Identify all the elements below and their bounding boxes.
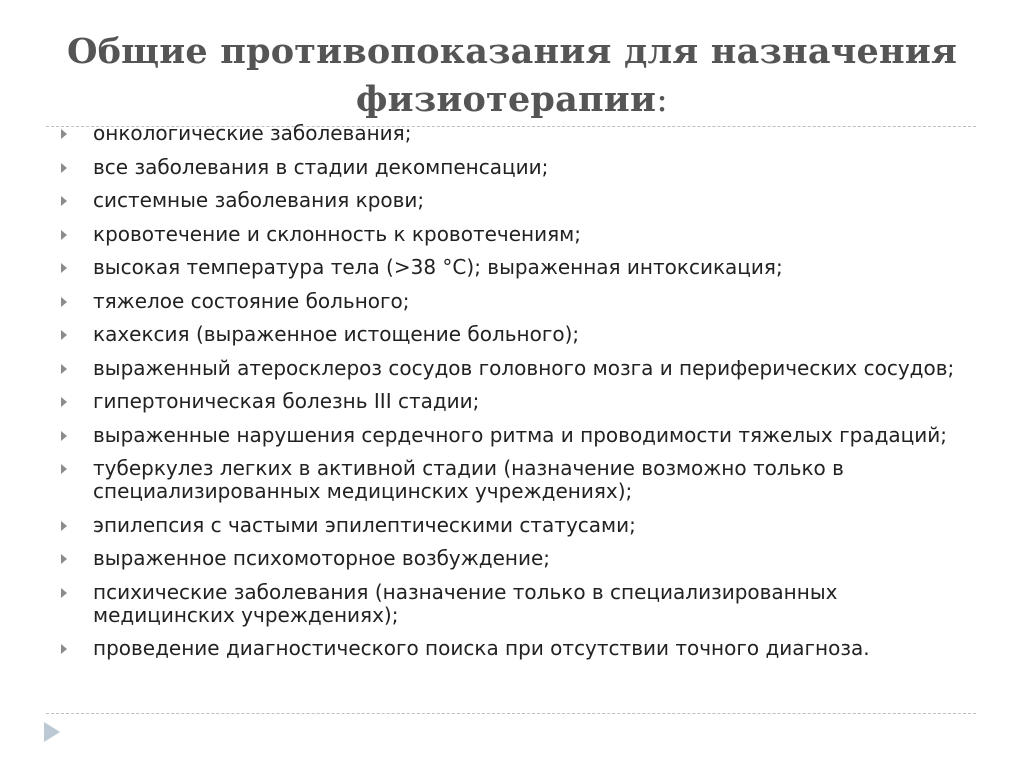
list-item-text: кахексия (выраженное истощение больного); (93, 322, 580, 346)
list-item (60, 514, 960, 537)
bullet-triangle-icon (61, 364, 67, 374)
bullet-triangle-icon (61, 521, 67, 531)
title-line-1: Общие противопоказания для назначения (66, 31, 958, 72)
title-line-2-text: физиотерапии (355, 79, 657, 120)
list-item (60, 424, 960, 447)
list-item (60, 290, 960, 313)
bullet-triangle-icon (61, 431, 67, 441)
list-item (60, 256, 960, 279)
list-item (60, 581, 960, 627)
bullet-triangle-icon (61, 129, 67, 139)
list-item-text: выраженное психомоторное возбуждение; (93, 546, 551, 570)
bullet-triangle-icon (61, 196, 67, 206)
list-item-text: тяжелое состояние больного; (93, 288, 410, 313)
list-item-text: выраженный атеросклероз сосудов головного мозга и периферических сосудов; (93, 355, 955, 380)
list-item-text: высокая температура тела (>38 °С); выраженная интоксикация; (93, 255, 783, 279)
list-item (60, 122, 960, 145)
bullet-triangle-icon (61, 644, 67, 654)
list-item (60, 457, 960, 503)
list-item-text: онкологические заболевания; (93, 121, 412, 145)
list-item (60, 637, 960, 660)
list-item-text: кровотечение и склонность к кровотечениям; (93, 221, 581, 246)
list-item-text: психические заболевания (назначение только в специализированных медицинских учреждениях); (93, 579, 838, 627)
bullet-triangle-icon (61, 163, 67, 173)
list-item-text: проведение диагностического поиска при отсутствии точного диагноза. (93, 636, 870, 660)
bullet-triangle-icon (61, 263, 67, 273)
list-item-text: системные заболевания крови; (93, 188, 425, 212)
bullet-triangle-icon (61, 588, 67, 598)
list-item (60, 323, 960, 346)
list-item (60, 357, 960, 380)
bullet-triangle-icon (61, 297, 67, 307)
bottom-divider (46, 713, 976, 714)
list-item (60, 223, 960, 246)
list-item (60, 189, 960, 212)
bullet-triangle-icon (61, 464, 67, 474)
slide-corner-triangle-icon (44, 722, 60, 742)
bullet-triangle-icon (61, 230, 67, 240)
contraindications-list (60, 118, 960, 671)
bullet-triangle-icon (61, 330, 67, 340)
title-line-2 (40, 76, 984, 124)
list-item-text: эпилепсия с частыми эпилептическими статусами; (93, 512, 636, 537)
list-item-text: гипертоническая болезнь III стадии; (93, 389, 480, 413)
slide-title (40, 28, 984, 124)
bullet-triangle-icon (61, 554, 67, 564)
list-item-text: туберкулез легких в активной стадии (назначение возможно только в специализированных медицинских учреждениях); (93, 456, 844, 503)
bullet-triangle-icon (61, 397, 67, 407)
list-item (60, 156, 960, 179)
list-item (60, 390, 960, 413)
list-item (60, 547, 960, 570)
list-item-text: выраженные нарушения сердечного ритма и проводимости тяжелых градаций; (93, 422, 947, 447)
list-item-text: все заболевания в стадии декомпенсации; (93, 154, 549, 179)
title-colon: : (656, 80, 669, 120)
